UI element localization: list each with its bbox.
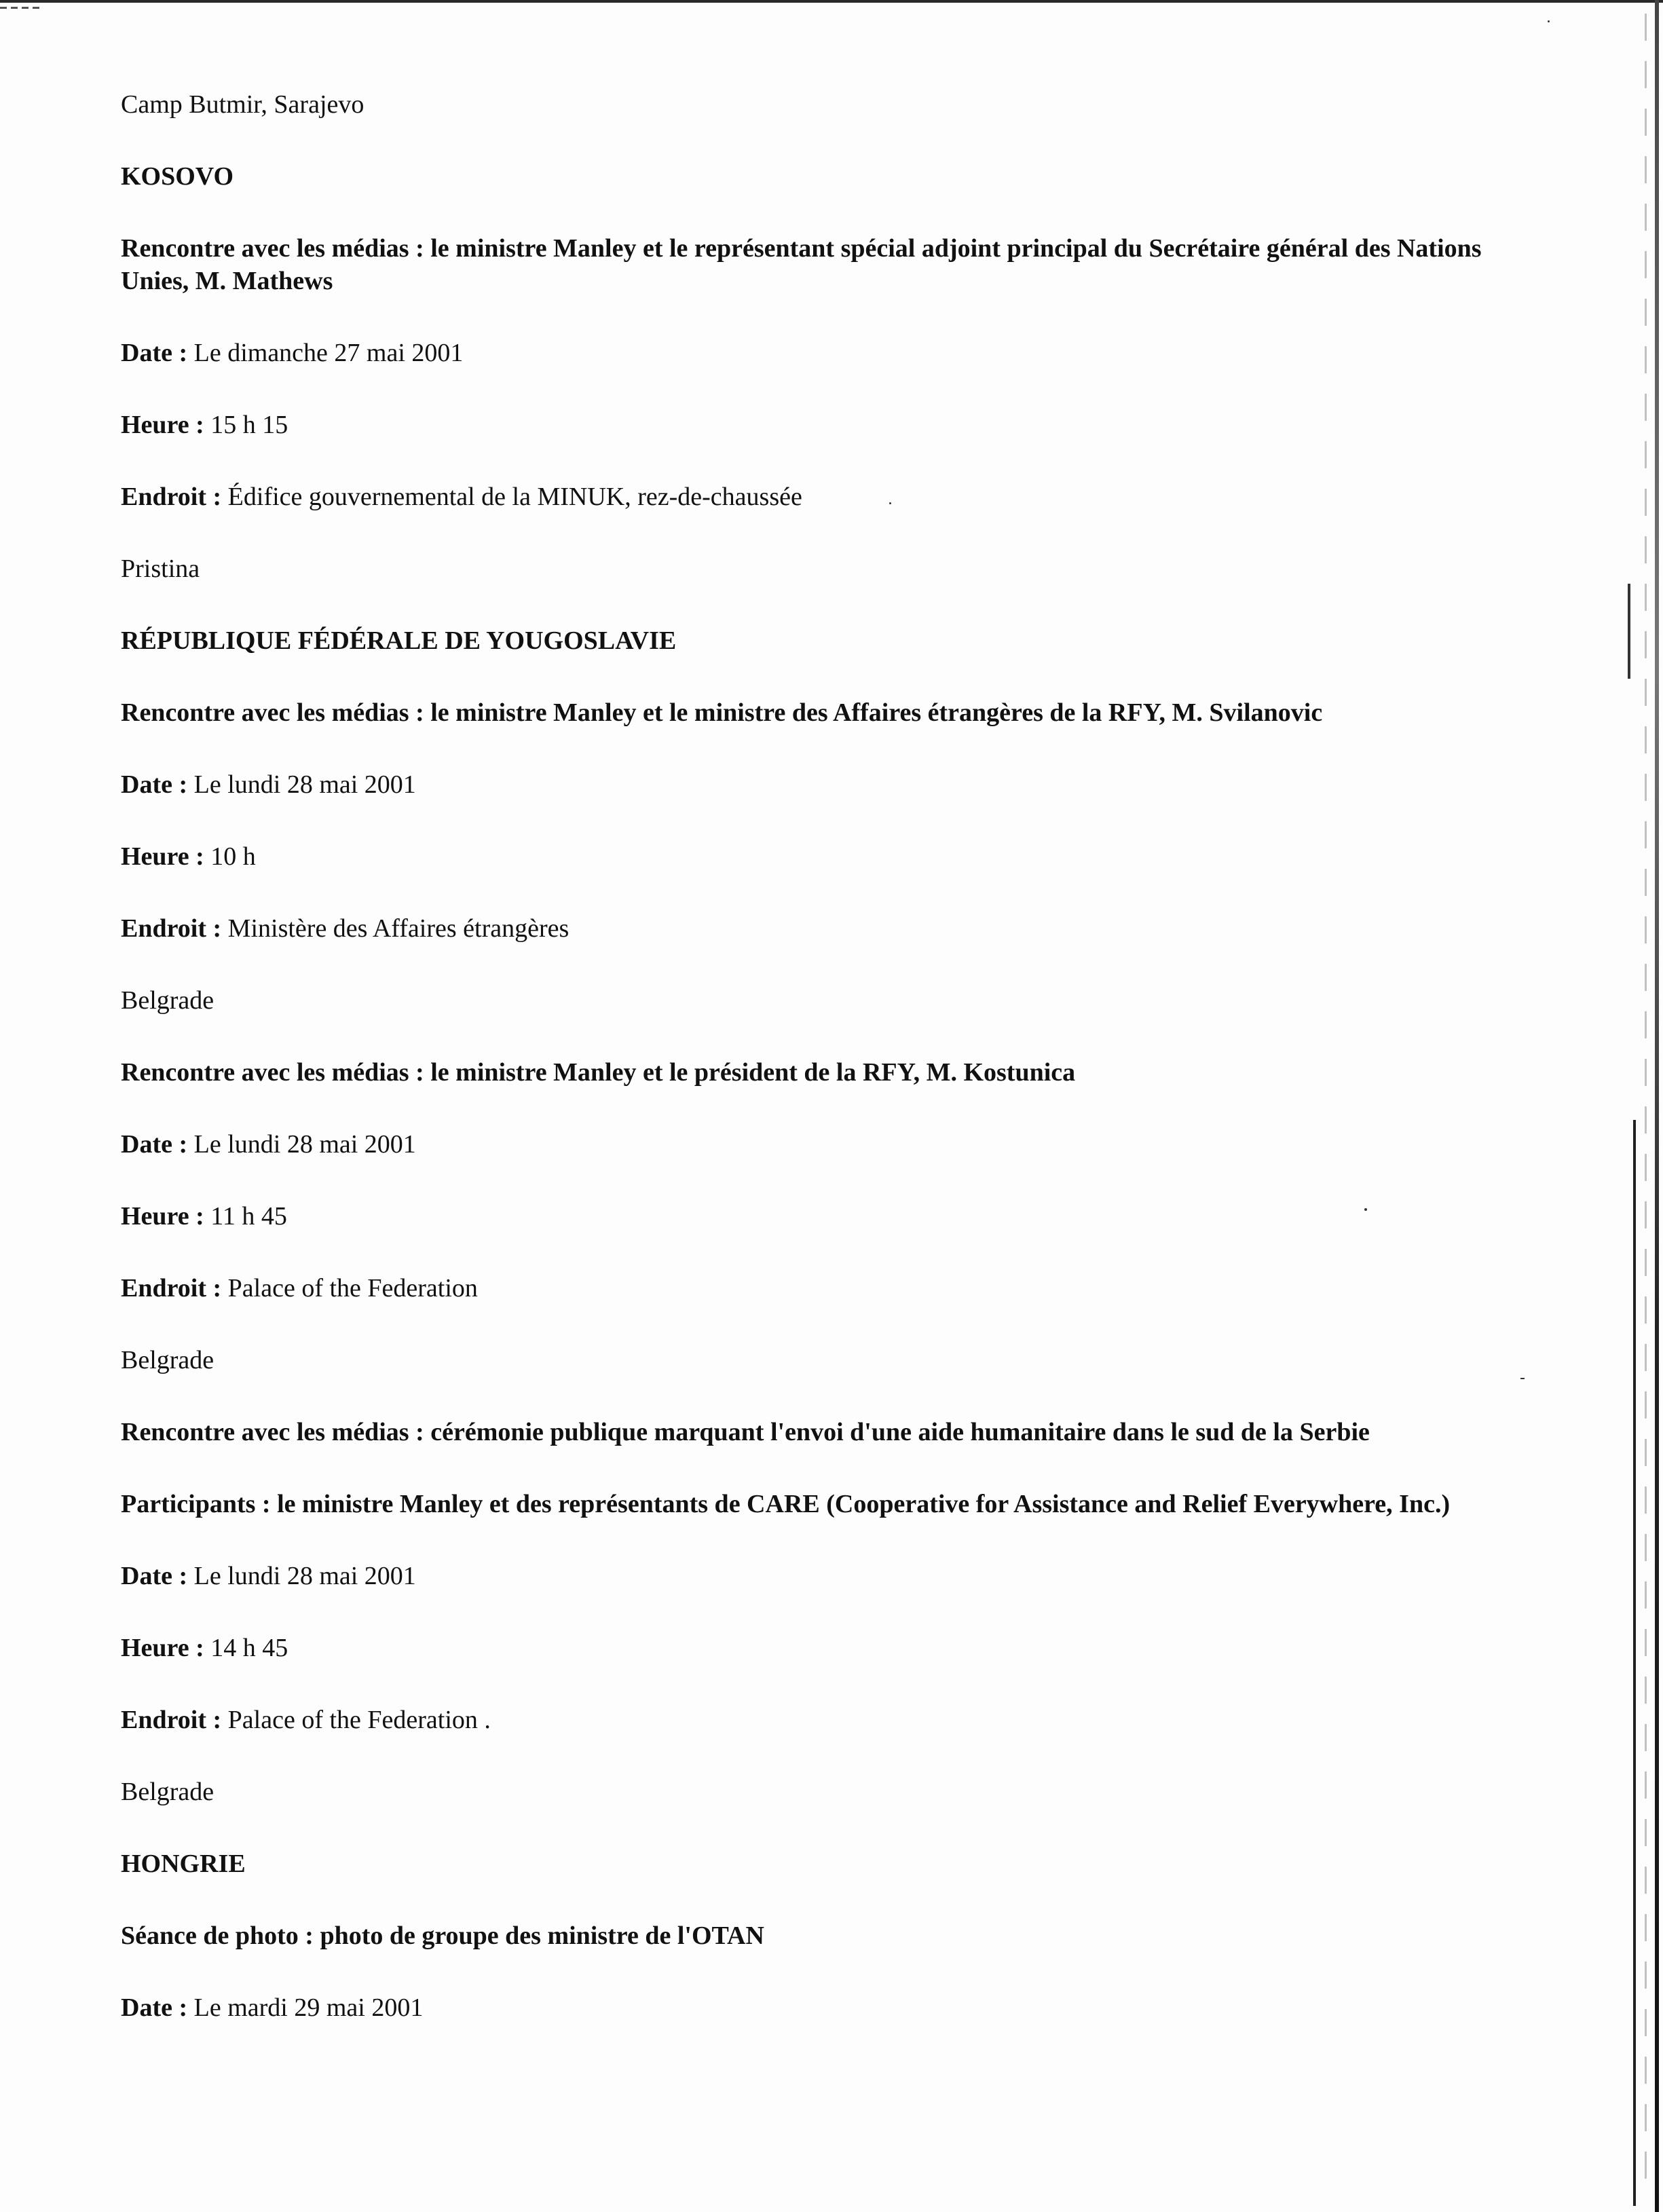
scan-top-dash-mark [0,7,41,9]
event-title [121,1056,1546,1089]
field-date [121,1560,1546,1592]
field-label: Endroit : [121,914,222,943]
field-value: 14 h 45 [210,1634,288,1662]
event-title-text: Rencontre avec les médias : le ministre Manley et le représentant spécial adjoint principal du Secrétaire général des Nations Unies, M. Mathews [121,234,1482,295]
field-label: Endroit : [121,1274,222,1302]
section-heading-hongrie [121,1848,1546,1880]
scan-speck [1548,20,1550,22]
field-value: Palace of the Federation . [227,1706,491,1734]
field-time [121,409,1546,441]
field-label: Endroit : [121,483,222,511]
field-value: Édifice gouvernemental de la MINUK, rez-de-chaussée [227,483,802,511]
event-title-text: Rencontre avec les médias : cérémonie publique marquant l'envoi d'une aide humanitaire dans le sud de la Serbie [121,1418,1370,1446]
field-time [121,840,1546,873]
event-title [121,1416,1546,1448]
section-heading-rfy [121,624,1546,657]
scan-right-bar-upper [1628,584,1630,679]
line-text: Camp Butmir, Sarajevo [121,90,365,119]
field-value: Le lundi 28 mai 2001 [193,1562,416,1590]
field-value: Le lundi 28 mai 2001 [193,1130,416,1159]
city-text: Pristina [121,555,200,583]
field-value: Ministère des Affaires étrangères [227,914,569,943]
field-location [121,1272,1546,1305]
scan-top-border [0,0,1663,3]
event-title [121,696,1546,729]
heading-text: RÉPUBLIQUE FÉDÉRALE DE YOUGOSLAVIE [121,626,677,655]
heading-text: KOSOVO [121,162,234,191]
document-body [121,88,1546,2063]
event-title-text: Séance de photo : photo de groupe des ministre de l'OTAN [121,1922,764,1950]
field-value: Le lundi 28 mai 2001 [193,770,416,799]
city-line [121,984,1546,1017]
field-time [121,1632,1546,1664]
event-title [121,1919,1546,1952]
field-date [121,337,1546,369]
city-text: Belgrade [121,1778,214,1806]
field-value: 15 h 15 [210,411,288,439]
field-date [121,768,1546,801]
field-label: Heure : [121,1202,204,1231]
field-label: Heure : [121,1634,204,1662]
city-text: Belgrade [121,986,214,1015]
heading-text: HONGRIE [121,1850,246,1878]
field-time [121,1200,1546,1233]
section-heading-kosovo [121,160,1546,193]
field-date [121,1991,1546,2024]
field-label: Date : [121,339,188,367]
field-label: Endroit : [121,1706,222,1734]
field-label: Date : [121,1130,188,1159]
scan-right-noise [1645,14,1647,2199]
field-value: Le mardi 29 mai 2001 [193,1993,424,2022]
field-label: Date : [121,1562,188,1590]
field-value: Palace of the Federation [227,1274,478,1302]
city-line [121,1776,1546,1808]
city-text: Belgrade [121,1346,214,1374]
field-label: Date : [121,770,188,799]
city-line [121,552,1546,585]
field-value: Le dimanche 27 mai 2001 [193,339,464,367]
participants-text: Participants : le ministre Manley et des représentants de CARE (Cooperative for Assistance and Relief Everywhere, Inc.) [121,1490,1451,1518]
field-location [121,1704,1546,1736]
scan-right-bar-lower [1633,1120,1636,2206]
field-value: 10 h [210,842,256,871]
event-title-text: Rencontre avec les médias : le ministre Manley et le ministre des Affaires étrangères de la RFY, M. Svilanovic [121,698,1323,727]
scan-right-border [1655,0,1659,2212]
doc-line [121,88,1546,121]
city-line [121,1344,1546,1376]
field-value: 11 h 45 [210,1202,287,1231]
event-title [121,232,1546,297]
field-location [121,912,1546,945]
field-label: Heure : [121,411,204,439]
event-title-text: Rencontre avec les médias : le ministre Manley et le président de la RFY, M. Kostunica [121,1058,1076,1087]
field-label: Heure : [121,842,204,871]
field-date [121,1128,1546,1161]
field-location [121,481,1546,513]
event-participants [121,1488,1546,1520]
field-label: Date : [121,1993,188,2022]
